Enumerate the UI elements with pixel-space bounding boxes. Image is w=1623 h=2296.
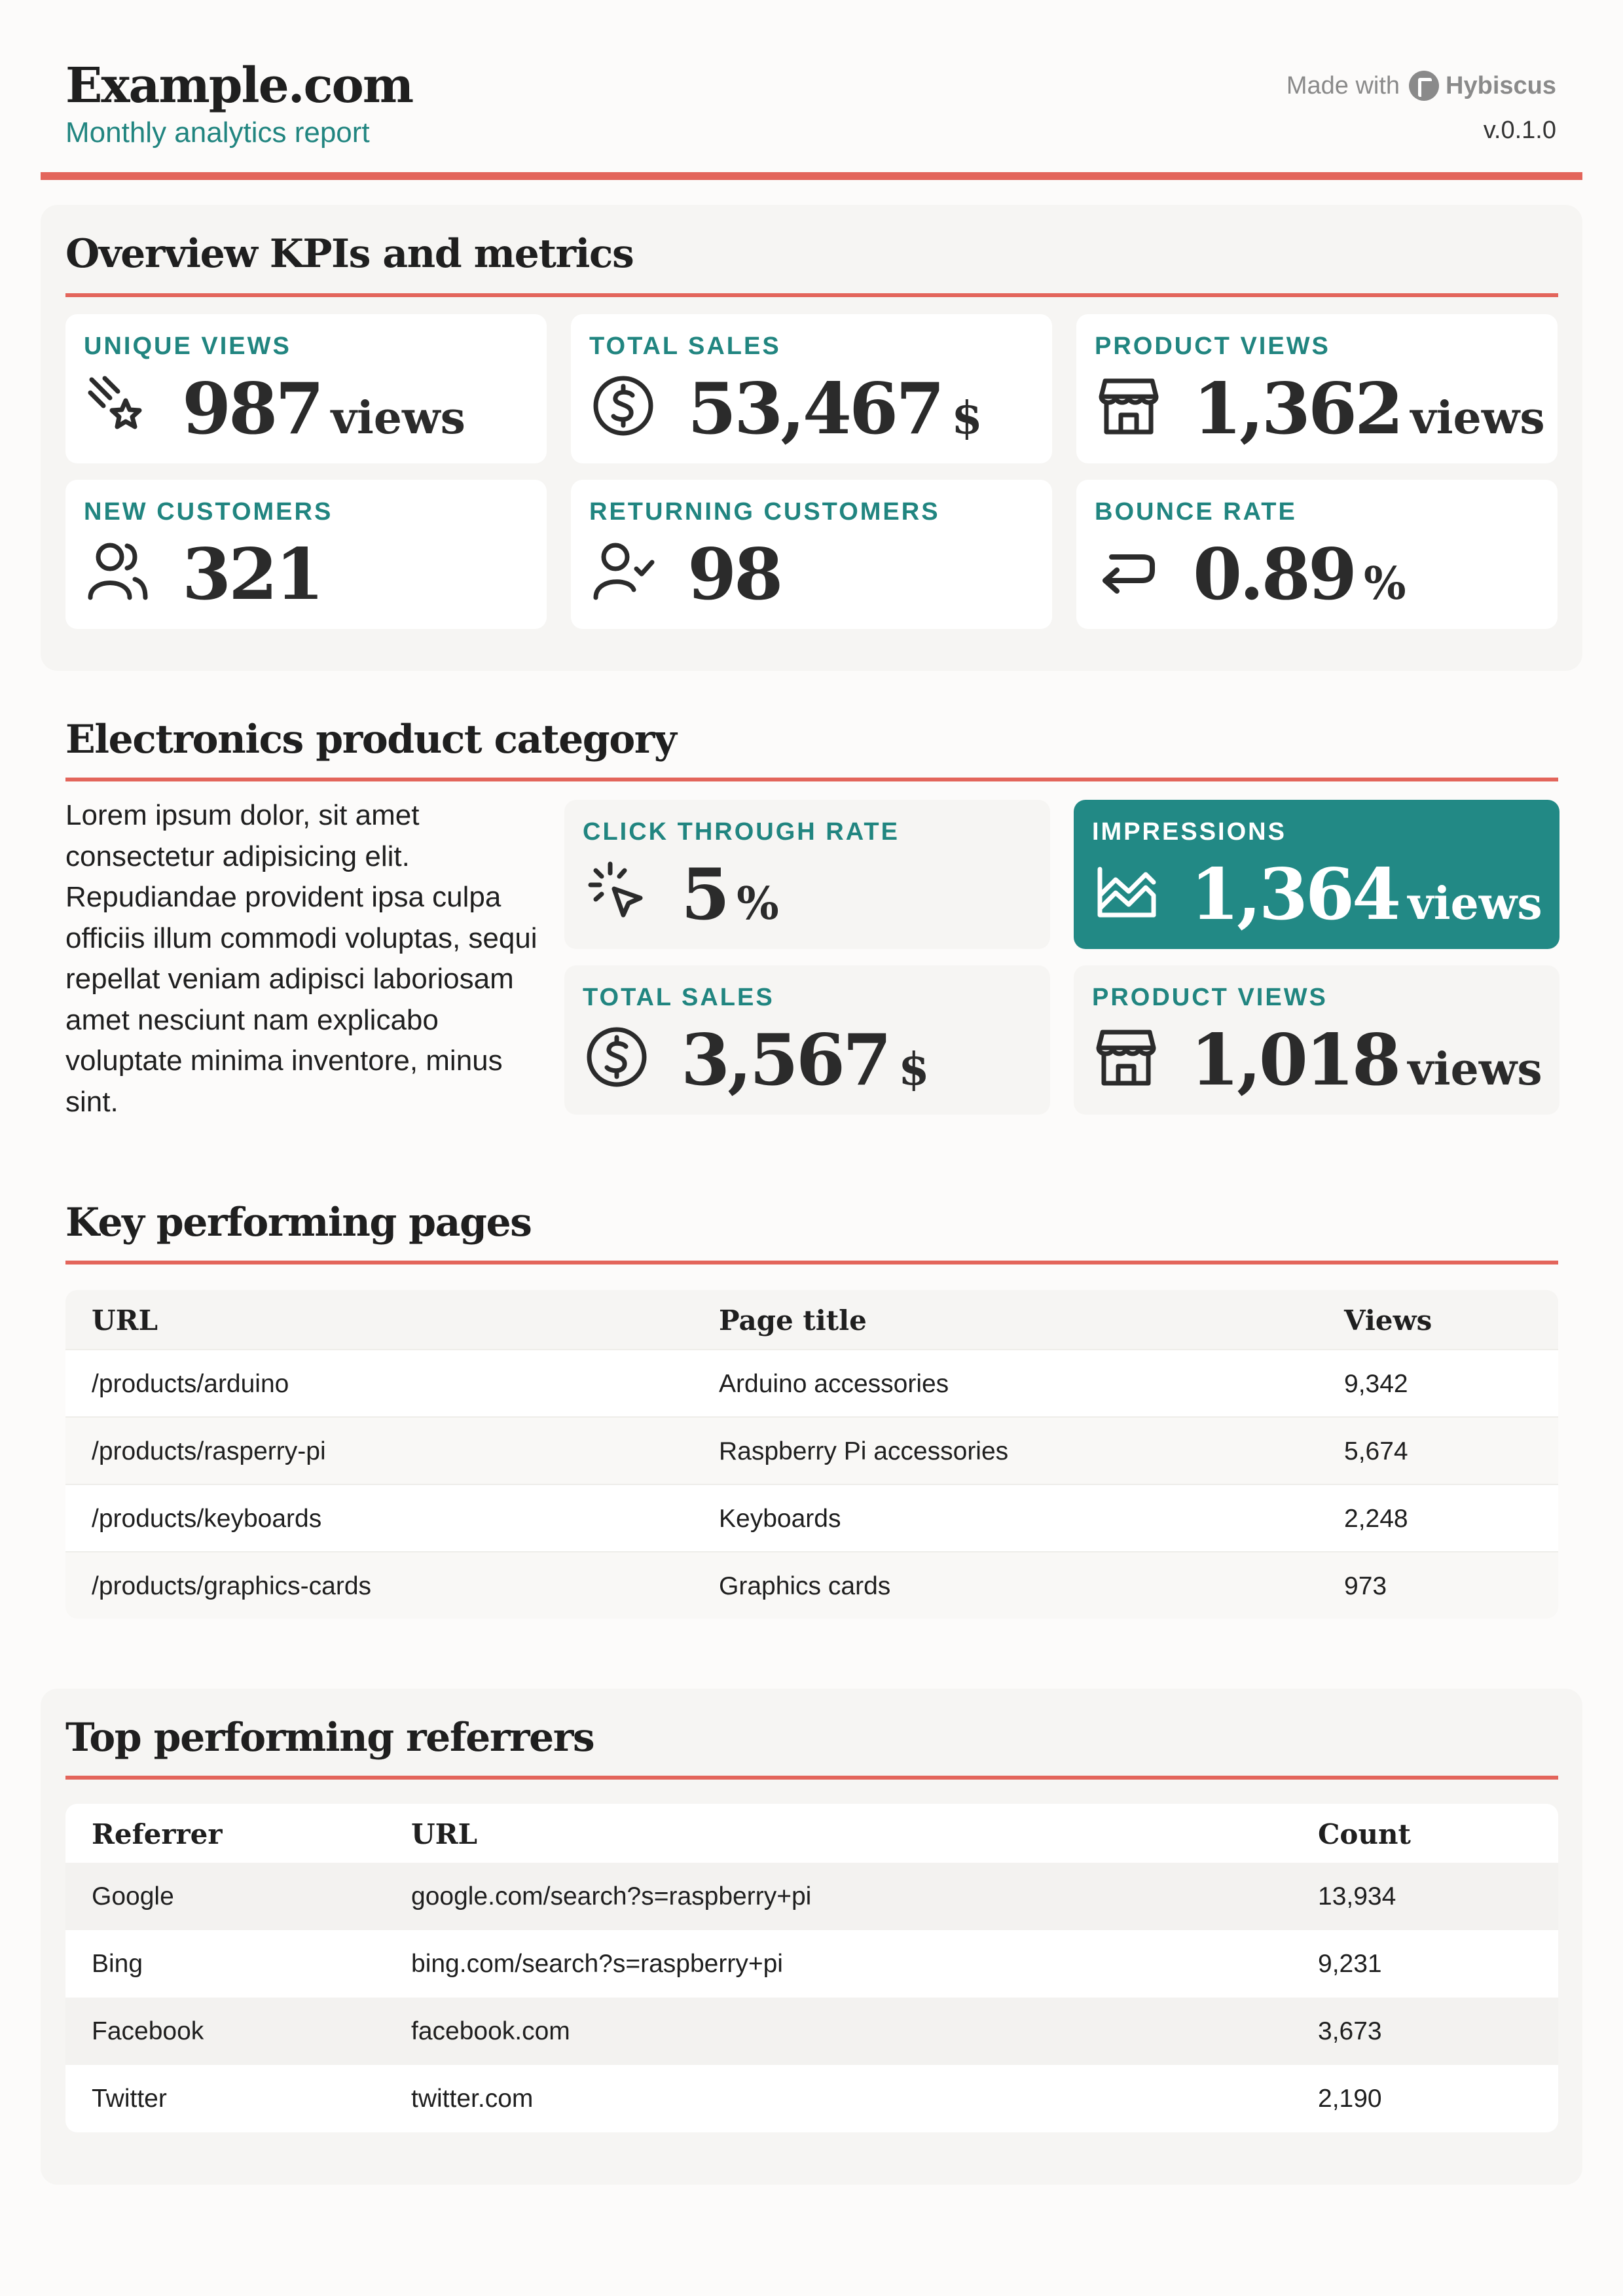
kpi-card-click-through-rate	[564, 800, 1050, 949]
report-title: Example.com	[65, 58, 413, 114]
kpi-unit: %	[1364, 558, 1406, 610]
version: v.0.1.0	[1483, 117, 1556, 144]
dollar-coin-icon	[584, 1024, 649, 1090]
kpi-card-product-views	[1074, 965, 1559, 1115]
kpi-unit: views	[1408, 878, 1542, 930]
table-row	[65, 2065, 1558, 2132]
cell-page-title: Keyboards	[719, 1505, 841, 1533]
kpi-label: PRODUCT VIEWS	[1095, 332, 1330, 360]
table-header	[65, 1804, 1558, 1863]
kpi-number: 98	[687, 533, 781, 616]
section-title: Overview KPIs and metrics	[65, 231, 634, 277]
table-row	[65, 1349, 1558, 1416]
brand-name: Hybiscus	[1446, 71, 1556, 99]
kpi-label: PRODUCT VIEWS	[1092, 984, 1328, 1011]
report-subtitle: Monthly analytics report	[65, 117, 370, 149]
kpi-number: 321	[182, 533, 322, 616]
kpi-value	[1190, 853, 1542, 936]
table-row	[65, 1998, 1558, 2065]
cell-url: /products/rasperry-pi	[92, 1437, 326, 1465]
kpi-label: CLICK THROUGH RATE	[583, 818, 900, 846]
made-with-label: Made with	[1286, 71, 1400, 99]
kpi-card-new-customers	[65, 480, 547, 629]
storefront-icon	[1093, 1024, 1159, 1090]
kpi-value	[182, 368, 465, 450]
kpi-unit: views	[1408, 1043, 1542, 1096]
column-header: Count	[1318, 1818, 1411, 1850]
made-with	[1286, 71, 1556, 101]
table-row	[65, 1416, 1558, 1484]
overview-section	[41, 205, 1582, 671]
kpi-value	[681, 1019, 930, 1102]
kpi-value	[687, 533, 780, 616]
kpi-card-total-sales	[571, 314, 1052, 463]
cell-referrer: Twitter	[92, 2085, 167, 2113]
cell-url: /products/graphics-cards	[92, 1572, 372, 1600]
kpi-label: NEW CUSTOMERS	[84, 498, 333, 526]
cell-referrer: Google	[92, 1882, 174, 1910]
hybiscus-logo-icon	[1409, 71, 1439, 101]
table-row	[65, 1484, 1558, 1551]
cell-page-title: Raspberry Pi accessories	[719, 1437, 1009, 1465]
cell-views: 973	[1344, 1572, 1387, 1600]
section-divider	[65, 1261, 1558, 1265]
cell-url: twitter.com	[411, 2085, 534, 2113]
kpi-value	[1193, 533, 1406, 616]
kpi-number: 1,018	[1190, 1019, 1399, 1102]
cell-count: 9,231	[1318, 1950, 1382, 1978]
kpi-label: TOTAL SALES	[589, 332, 781, 360]
cell-views: 5,674	[1344, 1437, 1408, 1465]
table-header	[65, 1290, 1558, 1349]
kpi-value	[182, 533, 321, 616]
pointer-click-icon	[584, 859, 649, 924]
kpi-value	[1193, 368, 1545, 450]
kpi-card-total-sales	[564, 965, 1050, 1115]
cell-url: /products/keyboards	[92, 1505, 322, 1533]
users-icon	[85, 539, 151, 604]
kpi-value	[1190, 1019, 1542, 1102]
table-row	[65, 1863, 1558, 1930]
column-header: URL	[411, 1818, 478, 1850]
section-divider	[65, 778, 1558, 781]
shooting-star-icon	[85, 373, 151, 439]
section-title: Top performing referrers	[65, 1715, 594, 1761]
kpi-card-bounce-rate	[1076, 480, 1558, 629]
kpi-unit: %	[737, 878, 779, 930]
kpi-label: BOUNCE RATE	[1095, 498, 1297, 526]
header-divider	[41, 172, 1582, 180]
kpi-number: 1,362	[1193, 368, 1402, 450]
kpi-unit: $	[898, 1043, 930, 1096]
column-header: Referrer	[92, 1818, 223, 1850]
kpi-card-unique-views	[65, 314, 547, 463]
category-description: Lorem ipsum dolor, sit amet consectetur adipisicing elit. Repudiandae provident ipsa culpa officiis illum commodi voluptas, sequi repellat veniam adipisci laboriosam amet nesciunt nam explicabo voluptate minima inventore, minus sint.	[65, 799, 538, 1118]
kpi-unit: views	[331, 392, 465, 444]
table-row	[65, 1551, 1558, 1619]
cell-count: 2,190	[1318, 2085, 1382, 2113]
cell-count: 13,934	[1318, 1882, 1396, 1910]
cell-page-title: Arduino accessories	[719, 1370, 949, 1398]
cell-count: 3,673	[1318, 2017, 1382, 2045]
section-divider	[65, 293, 1558, 297]
kpi-card-returning-customers	[571, 480, 1052, 629]
cell-url: facebook.com	[411, 2017, 570, 2045]
cell-referrer: Bing	[92, 1950, 143, 1978]
section-title: Key performing pages	[65, 1200, 532, 1246]
cell-url: google.com/search?s=raspberry+pi	[411, 1882, 812, 1910]
kpi-number: 5	[681, 853, 728, 936]
cell-referrer: Facebook	[92, 2017, 204, 2045]
kpi-unit: views	[1410, 392, 1545, 444]
referrers-table	[65, 1804, 1558, 2132]
kpi-value	[681, 853, 779, 936]
storefront-icon	[1096, 373, 1161, 439]
column-header: Page title	[719, 1304, 867, 1336]
kpi-label: TOTAL SALES	[583, 984, 775, 1011]
kpi-label: RETURNING CUSTOMERS	[589, 498, 940, 526]
table-row	[65, 1930, 1558, 1998]
section-title: Electronics product category	[65, 717, 676, 762]
kpi-number: 53,467	[687, 368, 943, 450]
return-arrow-icon	[1096, 539, 1161, 604]
kpi-label: IMPRESSIONS	[1092, 818, 1286, 846]
column-header: URL	[92, 1304, 158, 1336]
kpi-number: 3,567	[681, 1019, 890, 1102]
kpi-number: 987	[182, 368, 322, 450]
kpi-number: 1,364	[1190, 853, 1399, 936]
cell-url: /products/arduino	[92, 1370, 289, 1398]
cell-url: bing.com/search?s=raspberry+pi	[411, 1950, 783, 1978]
kpi-label: UNIQUE VIEWS	[84, 332, 291, 360]
brand	[1409, 71, 1556, 101]
cell-views: 9,342	[1344, 1370, 1408, 1398]
kpi-card-impressions	[1074, 800, 1559, 949]
area-chart-icon	[1093, 859, 1159, 924]
column-header: Views	[1344, 1304, 1432, 1336]
kpi-value	[687, 368, 983, 450]
report-header	[41, 0, 1582, 183]
kpi-number: 0.89	[1193, 533, 1355, 616]
kpi-unit: $	[951, 392, 983, 444]
kpi-card-product-views	[1076, 314, 1558, 463]
section-divider	[65, 1776, 1558, 1780]
dollar-coin-icon	[591, 373, 656, 439]
user-check-icon	[591, 539, 656, 604]
pages-table	[65, 1290, 1558, 1619]
cell-views: 2,248	[1344, 1505, 1408, 1533]
cell-page-title: Graphics cards	[719, 1572, 891, 1600]
